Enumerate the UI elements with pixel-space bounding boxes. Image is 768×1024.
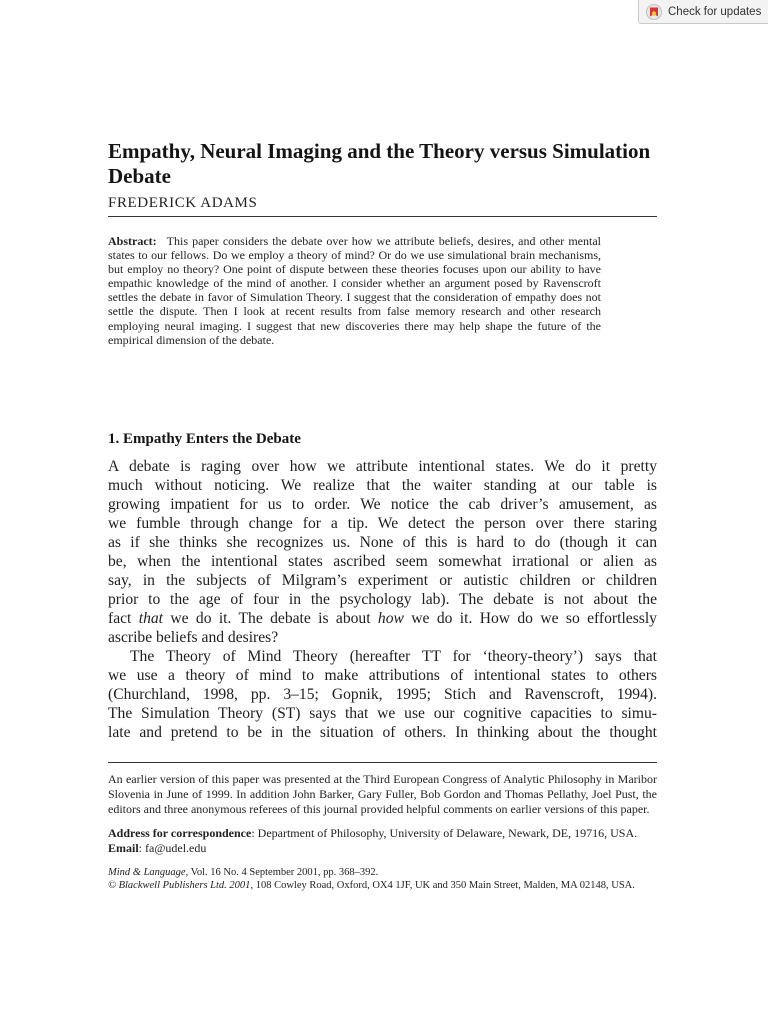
body-line: we use a theory of mind to make attributions of intentional states to others: [108, 667, 657, 684]
email-text: : fa@udel.edu: [138, 840, 207, 855]
body-text-span: we do it. The debate is about: [170, 610, 371, 627]
section-heading: 1. Empathy Enters the Debate: [108, 431, 301, 447]
body-line: be, when the intentional states ascribed seem somewhat irrational or alien as: [108, 553, 657, 570]
correspondence-address: [108, 826, 657, 841]
crossmark-badge-icon: [646, 4, 662, 20]
acknowledgement-note: An earlier version of this paper was presented at the Third European Congress of Analytic Philosophy in Maribor Slovenia in June of 1999. In addition John Barker, Gary Fuller, Bob Gordon and Thomas Pellathy, Joel Pust, the editors and three anonymous referees of this journal provided helpful comments on earlier versions of this paper.: [108, 772, 657, 817]
body-line: ascribe beliefs and desires?: [108, 629, 279, 646]
body-line: (Churchland, 1998, pp. 3–15; Gopnik, 1995; Stich and Ravenscroft, 1994).: [108, 686, 657, 703]
issue-info: , Vol. 16 No. 4 September 2001, pp. 368–392.: [185, 867, 379, 879]
body-text: [108, 457, 657, 742]
article-title: Empathy, Neural Imaging and the Theory versus Simulation Debate: [108, 139, 651, 188]
check-for-updates-button[interactable]: [638, 0, 768, 24]
abstract-label: Abstract:: [108, 234, 157, 248]
body-line: The Simulation Theory (ST) says that we use our cognitive capacities to simu-: [108, 705, 657, 722]
email-label: Email: [108, 840, 139, 855]
body-line: prior to the age of four in the psychology lab). The debate is not about the: [108, 591, 657, 608]
address-label: Address for correspondence: [108, 825, 252, 840]
emphasis-how: how: [377, 610, 404, 627]
title-rule: [108, 216, 657, 217]
abstract-text: This paper considers the debate over how we attribute beliefs, desires, and other mental states to our fellows. Do we employ a theory of mind? Or do we use simulational brain mechanisms, but employ no theory? One point of dispute between these theories focuses upon our ability to have empathic knowledge of the mind of another. I consider whether an argument posed by Ravenscroft settles the debate in favor of Simulation Theory. I suggest that the consideration of empathy does not settle the dispute. Then I look at recent results from false memory research and other research employing neural imaging. I suggest that new discoveries there may help shape the future of the empirical dimension of the debate.: [108, 234, 601, 347]
address-text: : Department of Philosophy, University of Delaware, Newark, DE, 19716, USA.: [251, 825, 638, 840]
body-text-span: fact: [108, 610, 132, 627]
body-line: as if she thinks she recognizes us. None of this is hard to do (though it can: [108, 534, 657, 551]
body-line: say, in the subjects of Milgram’s experiment or autistic children or children: [108, 572, 657, 589]
body-line: much without noticing. We realize that the waiter standing at our table is: [108, 477, 657, 494]
body-line: A debate is raging over how we attribute intentional states. We do it pretty: [108, 458, 657, 475]
copyright-line: © Blackwell Publishers Ltd. 2001: [108, 880, 251, 892]
emphasis-that: that: [138, 610, 163, 627]
body-line: growing impatient for us to order. We notice the cab driver’s amusement, as: [108, 496, 657, 513]
body-text-span: we do it. How do we so effortlessly: [411, 610, 657, 627]
check-for-updates-label: Check for updates: [668, 5, 762, 18]
journal-name: Mind & Language: [108, 867, 186, 879]
body-line: we fumble through change for a tip. We detect the person over there staring: [108, 515, 657, 532]
footnote: [108, 772, 657, 892]
publisher-address: , 108 Cowley Road, Oxford, OX4 1JF, UK and 350 Main Street, Malden, MA 02148, USA.: [250, 880, 635, 892]
article-author: FREDERICK ADAMS: [108, 195, 258, 211]
abstract: [108, 234, 601, 347]
body-line: The Theory of Mind Theory (hereafter TT for ‘theory-theory’) says that: [130, 648, 657, 665]
email-line: [108, 841, 657, 856]
body-line: [108, 609, 657, 628]
body-line: late and pretend to be in the situation of others. In thinking about the thought: [108, 724, 657, 741]
publication-info: [108, 866, 657, 892]
footnote-rule: [108, 762, 657, 763]
